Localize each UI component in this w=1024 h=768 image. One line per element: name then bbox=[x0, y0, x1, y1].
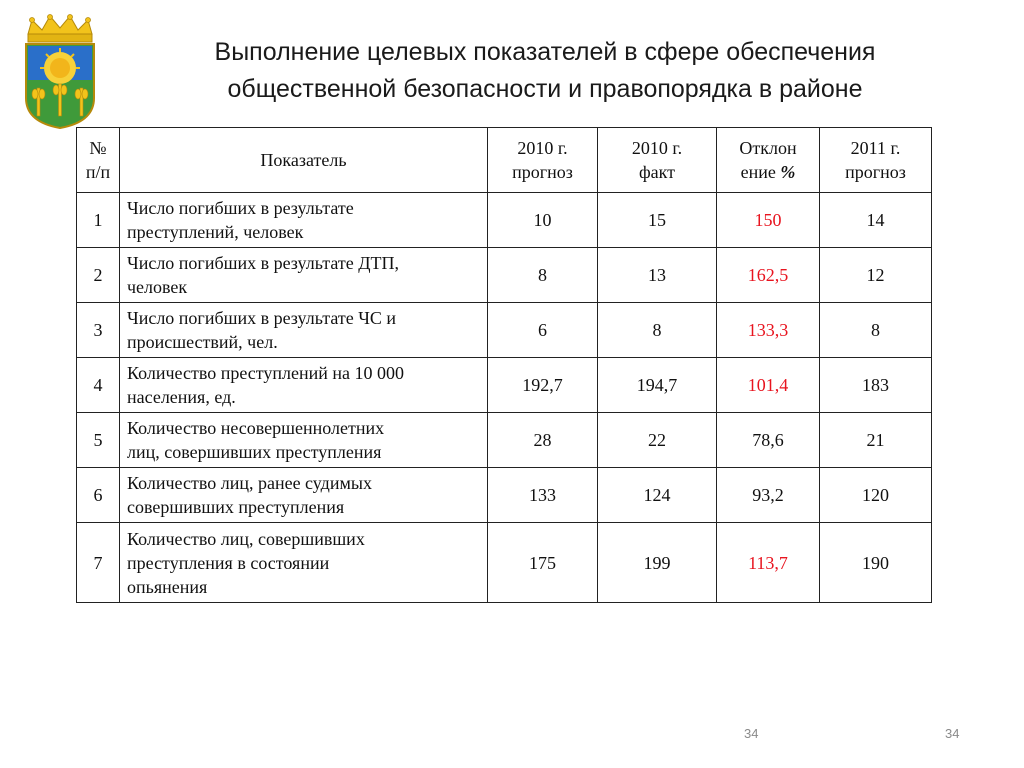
header-forecast-2011: 2011 г. прогноз bbox=[820, 128, 932, 193]
table-row bbox=[77, 248, 932, 303]
title-line-2: общественной безопасности и правопорядка в районе bbox=[227, 75, 863, 103]
row-deviation: 78,6 bbox=[717, 413, 820, 468]
row-forecast-2011: 14 bbox=[820, 193, 932, 248]
table-row bbox=[77, 413, 932, 468]
header-forecast-2010: 2010 г. прогноз bbox=[488, 128, 598, 193]
row-number: 6 bbox=[77, 468, 120, 523]
header-fact-2010: 2010 г. факт bbox=[598, 128, 717, 193]
row-forecast-2010: 175 bbox=[488, 523, 598, 603]
row-indicator: Количество несовершеннолетних лиц, совершивших преступления bbox=[120, 413, 488, 468]
row-number: 4 bbox=[77, 358, 120, 413]
page-number-left: 34 bbox=[744, 726, 759, 741]
row-forecast-2011: 183 bbox=[820, 358, 932, 413]
table-row bbox=[77, 468, 932, 523]
row-deviation: 133,3 bbox=[717, 303, 820, 358]
row-fact-2010: 199 bbox=[598, 523, 717, 603]
row-fact-2010: 194,7 bbox=[598, 358, 717, 413]
row-forecast-2011: 8 bbox=[820, 303, 932, 358]
row-indicator: Число погибших в результате ЧС и происшествий, чел. bbox=[120, 303, 488, 358]
row-forecast-2010: 6 bbox=[488, 303, 598, 358]
row-fact-2010: 15 bbox=[598, 193, 717, 248]
indicators-table bbox=[76, 127, 932, 603]
row-number: 7 bbox=[77, 523, 120, 603]
row-fact-2010: 13 bbox=[598, 248, 717, 303]
row-forecast-2010: 10 bbox=[488, 193, 598, 248]
row-forecast-2010: 28 bbox=[488, 413, 598, 468]
row-deviation: 93,2 bbox=[717, 468, 820, 523]
row-forecast-2011: 190 bbox=[820, 523, 932, 603]
table-row bbox=[77, 193, 932, 248]
row-deviation: 101,4 bbox=[717, 358, 820, 413]
row-indicator: Количество лиц, совершивших преступления в состоянии опьянения bbox=[120, 523, 488, 603]
header-indicator: Показатель bbox=[120, 128, 488, 193]
table-header-row bbox=[77, 128, 932, 193]
table-row bbox=[77, 523, 932, 603]
row-forecast-2011: 21 bbox=[820, 413, 932, 468]
slide-title bbox=[130, 34, 960, 108]
row-indicator: Количество лиц, ранее судимых совершивших преступления bbox=[120, 468, 488, 523]
header-number: № п/п bbox=[77, 128, 120, 193]
row-forecast-2010: 192,7 bbox=[488, 358, 598, 413]
row-number: 5 bbox=[77, 413, 120, 468]
row-fact-2010: 8 bbox=[598, 303, 717, 358]
row-indicator: Число погибших в результате ДТП, человек bbox=[120, 248, 488, 303]
row-forecast-2011: 120 bbox=[820, 468, 932, 523]
district-coat-of-arms bbox=[22, 14, 98, 130]
row-indicator: Число погибших в результате преступлений, человек bbox=[120, 193, 488, 248]
page-number-right: 34 bbox=[945, 726, 960, 741]
row-fact-2010: 22 bbox=[598, 413, 717, 468]
row-forecast-2010: 8 bbox=[488, 248, 598, 303]
row-number: 1 bbox=[77, 193, 120, 248]
row-deviation: 150 bbox=[717, 193, 820, 248]
row-forecast-2010: 133 bbox=[488, 468, 598, 523]
row-number: 2 bbox=[77, 248, 120, 303]
row-number: 3 bbox=[77, 303, 120, 358]
row-deviation: 162,5 bbox=[717, 248, 820, 303]
row-fact-2010: 124 bbox=[598, 468, 717, 523]
row-forecast-2011: 12 bbox=[820, 248, 932, 303]
table-row bbox=[77, 303, 932, 358]
title-line-1: Выполнение целевых показателей в сфере обеспечения bbox=[214, 38, 876, 66]
crown-icon bbox=[28, 15, 92, 43]
table-row bbox=[77, 358, 932, 413]
row-indicator: Количество преступлений на 10 000 населения, ед. bbox=[120, 358, 488, 413]
row-deviation: 113,7 bbox=[717, 523, 820, 603]
header-deviation: Отклон ение % bbox=[717, 128, 820, 193]
